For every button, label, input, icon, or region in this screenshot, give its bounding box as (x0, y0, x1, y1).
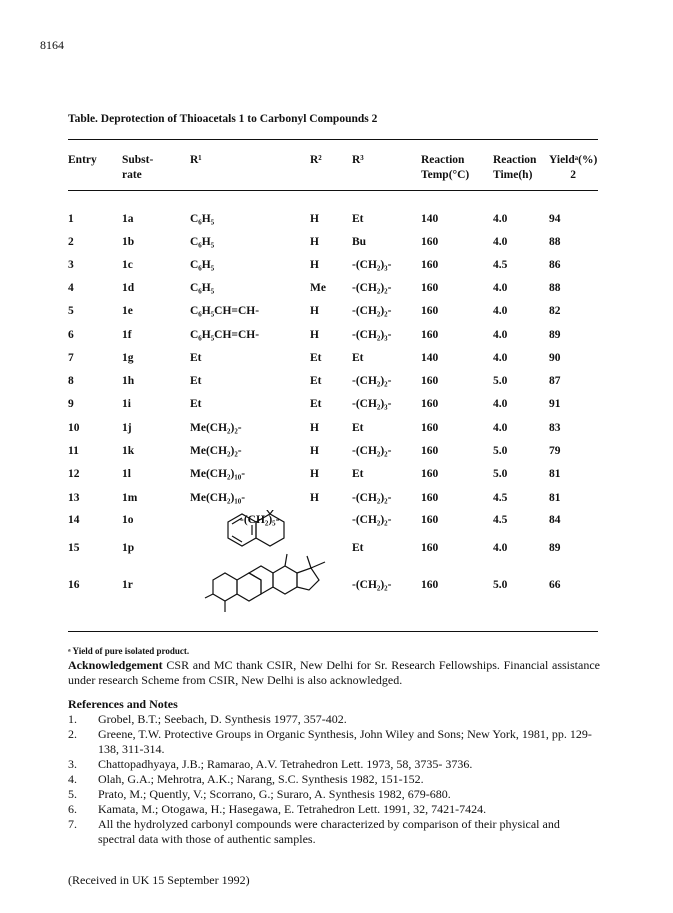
cell-r2: H (310, 422, 319, 434)
cell-temp: 160 (421, 398, 439, 410)
table-footnote: ᵃ Yield of pure isolated product. (68, 646, 190, 656)
cell-yield: 86 (549, 259, 561, 271)
cell-temp: 160 (421, 542, 439, 554)
cell-r3: -(CH₂)₂- (352, 492, 392, 504)
cell-sub: 1a (122, 213, 134, 225)
cell-time: 5.0 (493, 445, 508, 457)
cell-r3: Et (352, 213, 364, 225)
cell-r1: Me(CH₂)₂- (190, 445, 242, 457)
cell-r3: Et (352, 468, 364, 480)
cell-sub: 1o (122, 514, 134, 526)
cell-r2: H (310, 259, 319, 271)
cell-sub: 1g (122, 352, 134, 364)
cell-r3: -(CH₂)₂- (352, 514, 392, 526)
cell-temp: 160 (421, 236, 439, 248)
header-yield-line1: Yieldᵃ(%) (549, 154, 598, 166)
cell-time: 5.0 (493, 579, 508, 591)
header-r3: R³ (352, 154, 364, 166)
header-time-line1: Reaction (493, 154, 537, 166)
page-number: 8164 (40, 38, 64, 52)
cell-r3: -(CH₂)₂- (352, 579, 392, 591)
cell-r3: -(CH₂)₂- (352, 375, 392, 387)
header-substrate-line1: Subst- (122, 154, 154, 166)
cell-entry: 4 (68, 282, 74, 294)
cell-r3: -(CH₂)₂- (352, 282, 392, 294)
cell-time: 4.5 (493, 514, 508, 526)
cell-temp: 160 (421, 375, 439, 387)
cell-entry: 2 (68, 236, 74, 248)
cell-sub: 1e (122, 305, 133, 317)
reference-text: Olah, G.A.; Mehrotra, A.K.; Narang, S.C. Synthesis 1982, 151-152. (98, 772, 424, 786)
ack-heading: Acknowledgement (68, 658, 163, 672)
cell-r1: C₆H₅ (190, 282, 215, 294)
cell-r3: Bu (352, 236, 367, 248)
cell-entry: 16 (68, 579, 80, 591)
cell-yield: 82 (549, 305, 561, 317)
cell-r3: -(CH₂)₂- (352, 445, 392, 457)
header-temp-line2: Temp(°C) (421, 169, 470, 181)
reference-text: All the hydrolyzed carbonyl compounds were characterized by comparison of their physical and spectral data with those of authentic samples. (98, 817, 560, 846)
cell-sub: 1j (122, 422, 132, 434)
header-temp (421, 153, 469, 183)
header-yield-line2: 2 (570, 169, 577, 181)
cell-r1: C₆H₅CH=CH- (190, 329, 260, 341)
cell-time: 4.0 (493, 398, 508, 410)
reference-text: Kamata, M.; Otogawa, H.; Hasegawa, E. Tetrahedron Lett. 1991, 32, 7421-7424. (98, 802, 487, 816)
cell-yield: 79 (549, 445, 561, 457)
cell-yield: 90 (549, 352, 561, 364)
cell-temp: 160 (421, 514, 439, 526)
cell-entry: 11 (68, 445, 79, 457)
cell-sub: 1c (122, 259, 133, 271)
cell-r1: Et (190, 375, 202, 387)
cell-entry: 15 (68, 542, 80, 554)
cell-r3: Et (352, 542, 364, 554)
cell-r1: C₆H₅ (190, 213, 215, 225)
acknowledgement (68, 658, 600, 688)
cell-r3: -(CH₂)₃- (352, 398, 392, 410)
cell-yield: 81 (549, 468, 561, 480)
reference-number: 6. (68, 802, 77, 816)
cell-r1: Et (190, 352, 202, 364)
cell-entry: 8 (68, 375, 74, 387)
cell-entry: 1 (68, 213, 74, 225)
cell-yield: 88 (549, 236, 561, 248)
cell-temp: 160 (421, 468, 439, 480)
header-temp-line1: Reaction (421, 154, 465, 166)
cell-yield: 83 (549, 422, 561, 434)
reference-number: 5. (68, 787, 77, 801)
cell-r3: Et (352, 422, 364, 434)
cell-yield: 87 (549, 375, 561, 387)
cell-yield: 66 (549, 579, 561, 591)
received-date: (Received in UK 15 September 1992) (68, 873, 250, 887)
cell-entry: 14 (68, 514, 80, 526)
cell-entry: 6 (68, 329, 74, 341)
references-title: References and Notes (68, 697, 178, 711)
cell-time: 4.0 (493, 305, 508, 317)
reference-text: Prato, M.; Quently, V.; Scorrano, G.; Suraro, A. Synthesis 1982, 679-680. (98, 787, 451, 801)
header-yield (549, 153, 597, 183)
cell-temp: 160 (421, 579, 439, 591)
cell-entry: 5 (68, 305, 74, 317)
cell-r2: Et (310, 352, 322, 364)
table-header-rule (68, 190, 598, 191)
header-time-line2: Time(h) (493, 169, 533, 181)
cell-r2: H (310, 236, 319, 248)
reference-number: 4. (68, 772, 77, 786)
reference-number: 7. (68, 817, 77, 831)
cell-temp: 160 (421, 259, 439, 271)
cell-r3: -(CH₂)₃- (352, 259, 392, 271)
cell-r1: Me(CH₂)₁₀- (190, 468, 246, 480)
cell-time: 4.0 (493, 352, 508, 364)
cell-time: 4.5 (493, 492, 508, 504)
cell-entry: 13 (68, 492, 80, 504)
cell-r3: -(CH₂)₃- (352, 329, 392, 341)
cell-sub: 1r (122, 579, 133, 591)
cell-entry: 12 (68, 468, 80, 480)
cell-sub: 1p (122, 542, 135, 554)
steroid-structure-icon (203, 548, 333, 614)
cell-time: 4.0 (493, 236, 508, 248)
cell-r2: H (310, 492, 319, 504)
cell-yield: 81 (549, 492, 561, 504)
reference-text: Grobel, B.T.; Seebach, D. Synthesis 1977, 357-402. (98, 712, 347, 726)
cell-r3: Et (352, 352, 364, 364)
cell-r1: Me(CH₂)₂- (190, 422, 242, 434)
cell-time: 4.0 (493, 329, 508, 341)
cell-entry: 9 (68, 398, 74, 410)
reference-number: 3. (68, 757, 77, 771)
ack-text: CSR and MC thank CSIR, New Delhi for Sr. Research Fellowships. Financial assistance under research Scheme from CSIR, New Delhi is also acknowledged. (68, 658, 600, 687)
cell-temp: 160 (421, 445, 439, 457)
cell-r1: C₆H₅ (190, 259, 215, 271)
header-r2: R² (310, 154, 322, 166)
cell-r2: H (310, 468, 319, 480)
cell-sub: 1b (122, 236, 135, 248)
table-bottom-rule (68, 631, 598, 632)
cell-sub: 1d (122, 282, 135, 294)
cell-time: 5.0 (493, 468, 508, 480)
reference-text: Chattopadhyaya, J.B.; Ramarao, A.V. Tetrahedron Lett. 1973, 58, 3735- 3736. (98, 757, 473, 771)
cell-temp: 160 (421, 282, 439, 294)
cell-yield: 94 (549, 213, 561, 225)
table-top-rule (68, 139, 598, 140)
header-entry: Entry (68, 154, 97, 166)
cell-r1: Et (190, 398, 202, 410)
cell-r1: -(CH₂)₅- (240, 514, 280, 526)
cell-r1: Me(CH₂)₁₀- (190, 492, 246, 504)
reference-text: Greene, T.W. Protective Groups in Organic Synthesis, John Wiley and Sons; New York, 1981, pp. 129-138, 311-314. (98, 727, 592, 756)
cell-r2: H (310, 213, 319, 225)
cell-sub: 1h (122, 375, 135, 387)
cell-sub: 1i (122, 398, 131, 410)
cell-yield: 84 (549, 514, 561, 526)
header-r1: R¹ (190, 154, 202, 166)
cell-yield: 89 (549, 329, 561, 341)
cell-temp: 160 (421, 492, 439, 504)
cell-r3: -(CH₂)₂- (352, 305, 392, 317)
cell-time: 4.0 (493, 542, 508, 554)
cell-r2: H (310, 329, 319, 341)
cell-sub: 1k (122, 445, 135, 457)
cell-yield: 91 (549, 398, 561, 410)
header-time (493, 153, 536, 183)
cell-time: 4.5 (493, 259, 508, 271)
cell-temp: 140 (421, 352, 439, 364)
cell-time: 4.0 (493, 213, 508, 225)
reference-number: 2. (68, 727, 77, 741)
cell-r2: H (310, 305, 319, 317)
header-substrate-line2: rate (122, 169, 142, 181)
table-caption: Table. Deprotection of Thioacetals 1 to Carbonyl Compounds 2 (68, 113, 378, 125)
header-substrate (122, 153, 153, 183)
reference-number: 1. (68, 712, 77, 726)
cell-temp: 160 (421, 422, 439, 434)
cell-yield: 89 (549, 542, 561, 554)
cell-r1: C₆H₅ (190, 236, 215, 248)
cell-r2: Et (310, 375, 322, 387)
cell-entry: 7 (68, 352, 74, 364)
cell-sub: 1m (122, 492, 138, 504)
cell-entry: 3 (68, 259, 74, 271)
cell-r1: C₆H₅CH=CH- (190, 305, 260, 317)
cell-time: 4.0 (493, 422, 508, 434)
cell-time: 4.0 (493, 282, 508, 294)
cell-time: 5.0 (493, 375, 508, 387)
cell-r2: Et (310, 398, 322, 410)
cell-r2: Me (310, 282, 326, 294)
cell-yield: 88 (549, 282, 561, 294)
cell-entry: 10 (68, 422, 80, 434)
cell-sub: 1l (122, 468, 131, 480)
cell-temp: 140 (421, 213, 439, 225)
cell-r2: H (310, 445, 319, 457)
cell-sub: 1f (122, 329, 132, 341)
cell-temp: 160 (421, 305, 439, 317)
cell-temp: 160 (421, 329, 439, 341)
